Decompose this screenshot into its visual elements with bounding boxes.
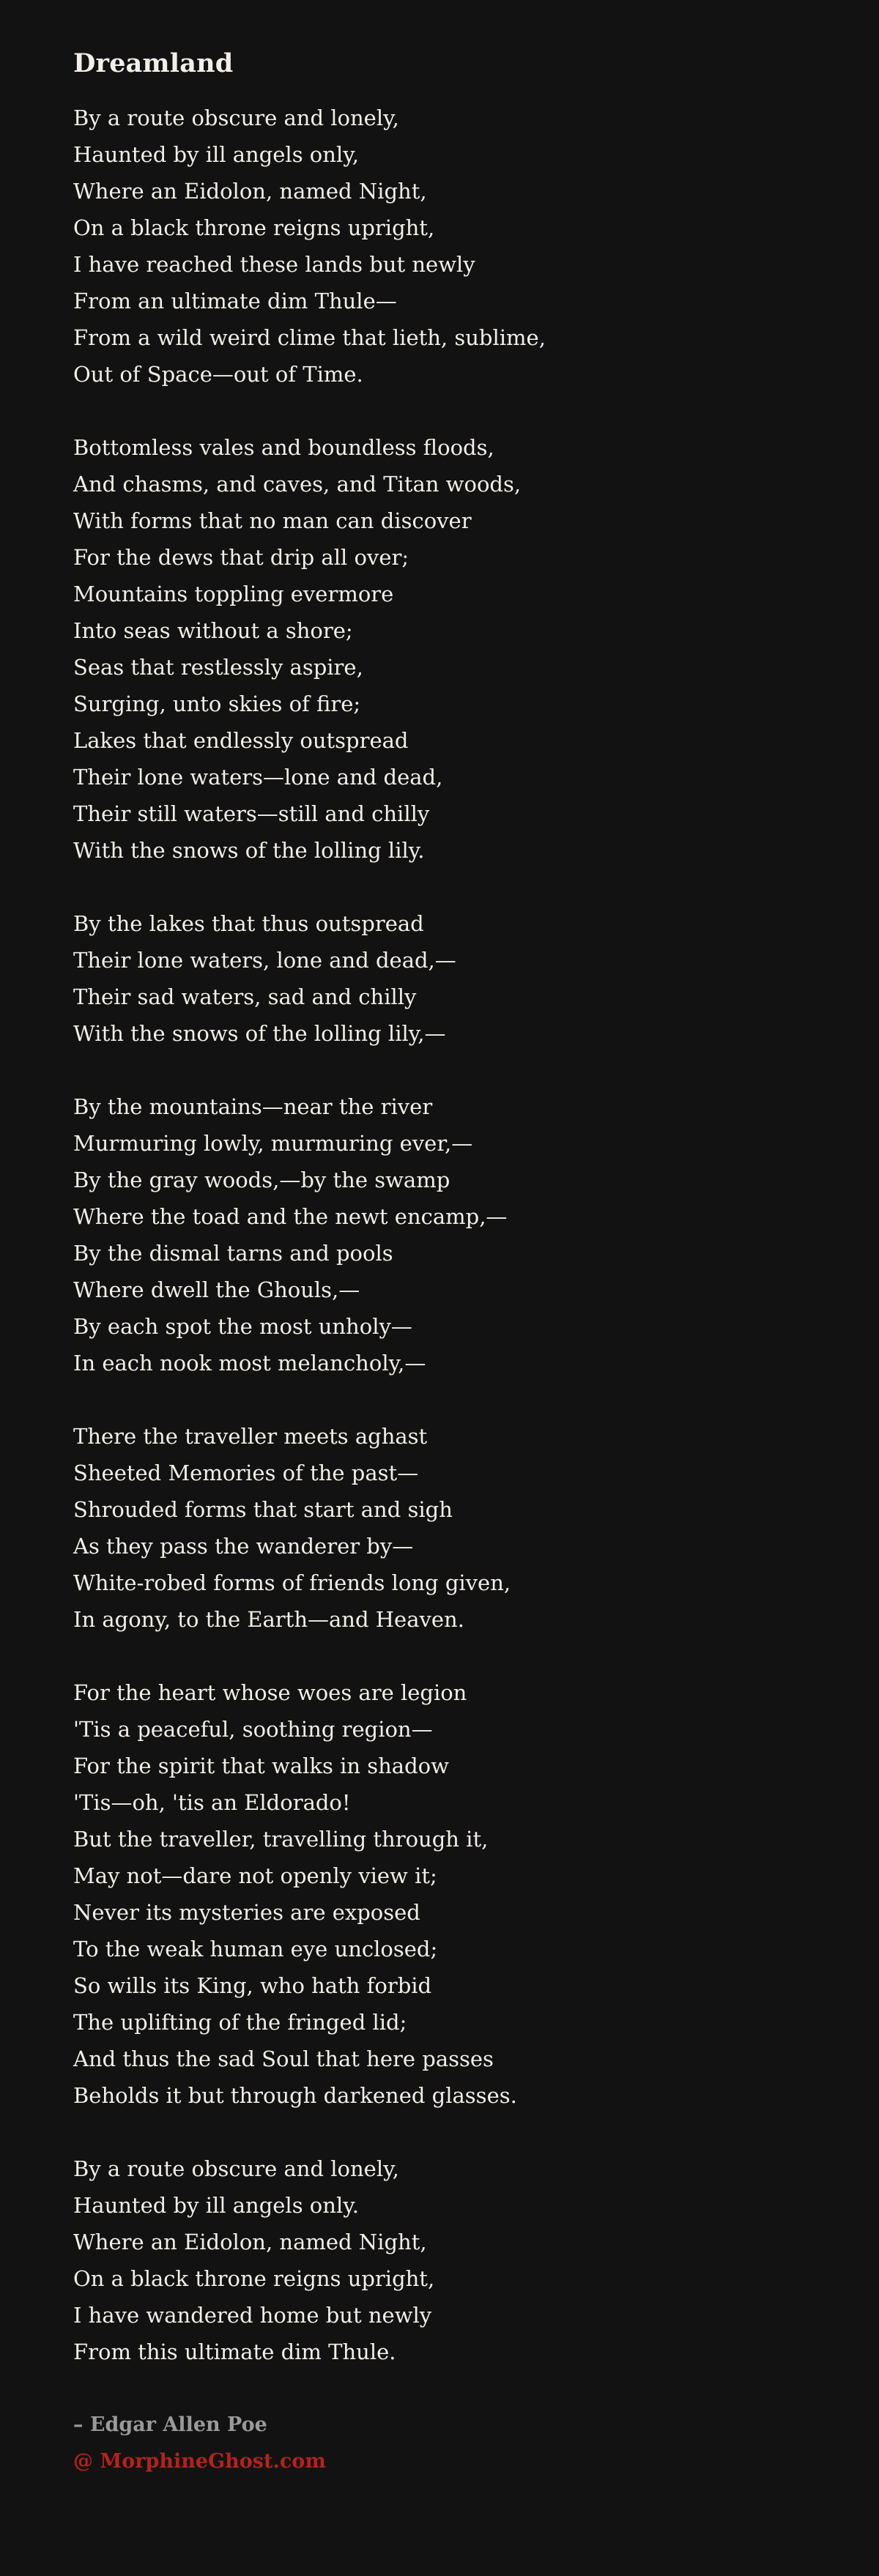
poem-line: Their lone waters, lone and dead,— (73, 948, 456, 973)
poem-line: As they pass the wanderer by— (73, 1534, 414, 1559)
poem-stanza (73, 905, 806, 1052)
poem-line: Out of Space—out of Time. (73, 362, 363, 387)
poem-line: For the heart whose woes are legion (73, 1680, 467, 1705)
poem-line: By the mountains—near the river (73, 1094, 433, 1119)
poem-attribution: – Edgar Allen Poe (73, 2413, 267, 2436)
poem-line: Bottomless vales and boundless floods, (73, 435, 494, 460)
poem-line: Into seas without a shore; (73, 618, 353, 643)
poem-line: 'Tis—oh, 'tis an Eldorado! (73, 1790, 351, 1815)
poem-line: Beholds it but through darkened glasses. (73, 2083, 517, 2108)
poem-line: May not—dare not openly view it; (73, 1863, 437, 1888)
poem-stanza (73, 1418, 806, 1638)
poem-line: Their lone waters—lone and dead, (73, 765, 443, 790)
poem-title: Dreamland (73, 48, 234, 78)
poem-line: Lakes that endlessly outspread (73, 728, 409, 753)
poem-line: Where an Eidolon, named Night, (73, 2230, 427, 2254)
poem-line: For the dews that drip all over; (73, 545, 409, 570)
poem-line: On a black throne reigns upright, (73, 2266, 435, 2291)
poem-line: From a wild weird clime that lieth, sublime, (73, 325, 546, 350)
poem-stanza (73, 100, 806, 393)
poem-line: Where an Eidolon, named Night, (73, 179, 427, 204)
poem-line: By each spot the most unholy— (73, 1314, 412, 1339)
poem-stanza (73, 429, 806, 869)
poem-line: On a black throne reigns upright, (73, 215, 435, 240)
poem-line: But the traveller, travelling through it, (73, 1827, 489, 1852)
poem-line: Seas that restlessly aspire, (73, 655, 363, 680)
poem-line: And chasms, and caves, and Titan woods, (73, 472, 522, 497)
poem-line: There the traveller meets aghast (73, 1424, 428, 1449)
poem-body (73, 100, 806, 2370)
poem-line: From an ultimate dim Thule— (73, 289, 397, 313)
poem-stanza (73, 2150, 806, 2370)
poem-line: By the lakes that thus outspread (73, 911, 424, 936)
poem-line: From this ultimate dim Thule. (73, 2339, 396, 2364)
poem-page (73, 0, 806, 2480)
poem-line: I have reached these lands but newly (73, 252, 475, 277)
poem-line: 'Tis a peaceful, soothing region— (73, 1717, 433, 1742)
poem-line: Their still waters—still and chilly (73, 801, 430, 826)
poem-line: By the gray woods,—by the swamp (73, 1168, 450, 1192)
poem-line: The uplifting of the fringed lid; (73, 2010, 407, 2035)
poem-line: By a route obscure and lonely, (73, 105, 399, 130)
poem-line: In agony, to the Earth—and Heaven. (73, 1607, 464, 1632)
poem-line: Haunted by ill angels only, (73, 142, 359, 167)
poem-line: White-robed forms of friends long given, (73, 1570, 511, 1595)
poem-line: And thus the sad Soul that here passes (73, 2046, 494, 2071)
poem-line: For the spirit that walks in shadow (73, 1753, 449, 1778)
poem-line: Where dwell the Ghouls,— (73, 1277, 360, 1302)
poem-line: Surging, unto skies of fire; (73, 691, 361, 716)
poem-line: I have wandered home but newly (73, 2303, 432, 2328)
poem-line: Where the toad and the newt encamp,— (73, 1204, 508, 1229)
poem-line: By the dismal tarns and pools (73, 1241, 393, 1266)
poem-line: In each nook most melancholy,— (73, 1351, 426, 1376)
poem-line: Never its mysteries are exposed (73, 1900, 420, 1925)
poem-line: Haunted by ill angels only. (73, 2193, 359, 2218)
poem-line: To the weak human eye unclosed; (73, 1937, 438, 1961)
poem-line: Shrouded forms that start and sigh (73, 1497, 453, 1522)
poem-stanza (73, 1088, 806, 1381)
poem-line: With the snows of the lolling lily. (73, 838, 425, 863)
poem-line: Mountains toppling evermore (73, 582, 394, 606)
poem-line: Their sad waters, sad and chilly (73, 984, 417, 1009)
poem-line: With the snows of the lolling lily,— (73, 1021, 446, 1046)
poem-stanza (73, 1674, 806, 2114)
site-link[interactable]: @ MorphineGhost.com (73, 2450, 326, 2473)
poem-line: By a route obscure and lonely, (73, 2156, 399, 2181)
poem-line: Murmuring lowly, murmuring ever,— (73, 1131, 473, 1156)
poem-line: Sheeted Memories of the past— (73, 1460, 419, 1485)
poem-line: So wills its King, who hath forbid (73, 1973, 432, 1998)
poem-line: With forms that no man can discover (73, 508, 472, 533)
